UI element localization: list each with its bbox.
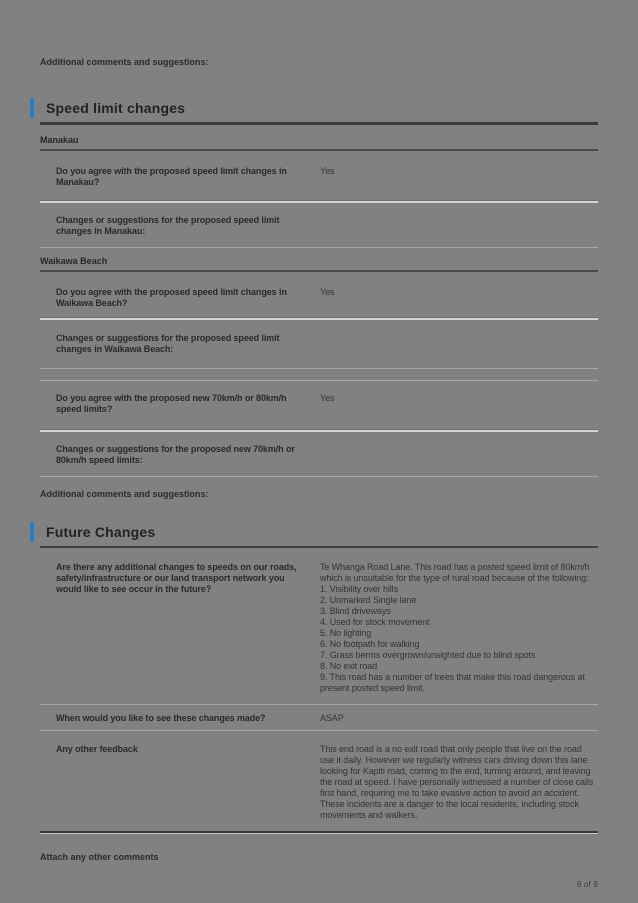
qa-row-waikawa-agree xyxy=(40,272,598,317)
question-feedback: Any other feedback xyxy=(56,744,138,754)
question-manakau-changes: Changes or suggestions for the proposed speed limit changes in Manakau: xyxy=(56,215,280,236)
answer-future-additional xyxy=(320,562,598,694)
section-heading-future-changes xyxy=(30,522,598,542)
answer-list-item: 3. Blind driveways xyxy=(320,606,391,616)
answer-list-item: 8. No exit road xyxy=(320,661,378,671)
answer-waikawa-changes xyxy=(320,333,598,355)
page-number: 9 of 9 xyxy=(576,879,598,889)
divider xyxy=(40,122,598,125)
qa-row-limits-changes xyxy=(40,432,598,476)
divider xyxy=(40,831,598,834)
section-title: Future Changes xyxy=(46,524,156,540)
qa-row-when xyxy=(40,705,598,730)
answer-list-item: 4. Used for stock movement xyxy=(320,617,430,627)
accent-bar-icon xyxy=(30,522,34,542)
answer-intro: Te Whanga Road Lane. This road has a posted speed limit of 80km/h which is unsuitable for the type of rural road because of the following: xyxy=(320,562,590,583)
qa-row-future-additional xyxy=(40,548,598,704)
subsection-header-manakau: Manakau xyxy=(40,135,79,145)
question-future-additional: Are there any additional changes to speeds on our roads, safety/infrastructure or our land transport network you would like to see occur in the future? xyxy=(56,562,297,594)
qa-row-waikawa-changes xyxy=(40,320,598,368)
answer-list-item: 2. Unmarked Single lane xyxy=(320,595,417,605)
subsection-header-waikawa-beach: Waikawa Beach xyxy=(40,256,108,266)
divider xyxy=(40,247,598,248)
top-note: Additional comments and suggestions: xyxy=(40,57,209,67)
answer-when: ASAP xyxy=(320,713,344,723)
answer-list-item: 1. Visibility over hills xyxy=(320,584,398,594)
divider xyxy=(40,368,598,369)
question-manakau-agree: Do you agree with the proposed speed limit changes in Manakau? xyxy=(56,166,287,187)
answer-waikawa-agree: Yes xyxy=(320,287,335,297)
answer-list-item: 5. No lighting xyxy=(320,628,372,638)
qa-row-manakau-changes xyxy=(40,203,598,247)
answer-limits-changes xyxy=(320,444,598,466)
question-waikawa-changes: Changes or suggestions for the proposed speed limit changes in Waikawa Beach: xyxy=(56,333,280,354)
qa-row-feedback xyxy=(40,731,598,831)
answer-list-item: 7. Grass berms overgrown/unsighted due to blind spots xyxy=(320,650,536,660)
accent-bar-icon xyxy=(30,98,34,118)
answer-feedback: This end road is a no exit road that only people that live on the road use it daily. However we regularly witness cars driving down this lane looking for Kapiti road, coming to the end, turning around, and leaving the road at speed. I have personally witnessed a number of close calls first hand, requiring me to take evasive action to avoid an accident. These incidents are a danger to the local residents, including stock movements and walkers. xyxy=(320,744,594,820)
answer-limits-agree: Yes xyxy=(320,393,335,403)
answer-manakau-changes xyxy=(320,215,598,237)
question-limits-agree: Do you agree with the proposed new 70km/h or 80km/h speed limits? xyxy=(56,393,287,414)
divider xyxy=(40,476,598,477)
question-when: When would you like to see these changes made? xyxy=(56,713,266,723)
qa-row-limits-agree xyxy=(40,381,598,429)
answer-list-item: 9. This road has a number of trees that make this road dangerous at present posted speed limit. xyxy=(320,672,585,693)
qa-row-manakau-agree xyxy=(40,151,598,200)
question-limits-changes: Changes or suggestions for the proposed new 70km/h or 80km/h speed limits: xyxy=(56,444,295,465)
section-title: Speed limit changes xyxy=(46,100,186,116)
section-heading-speed-limit-changes xyxy=(30,98,598,118)
answer-manakau-agree: Yes xyxy=(320,166,335,176)
bottom-note: Attach any other comments xyxy=(40,852,159,862)
question-waikawa-agree: Do you agree with the proposed speed limit changes in Waikawa Beach? xyxy=(56,287,287,308)
answer-list-item: 6. No footpath for walking xyxy=(320,639,420,649)
additional-comments-note: Additional comments and suggestions: xyxy=(40,489,209,499)
